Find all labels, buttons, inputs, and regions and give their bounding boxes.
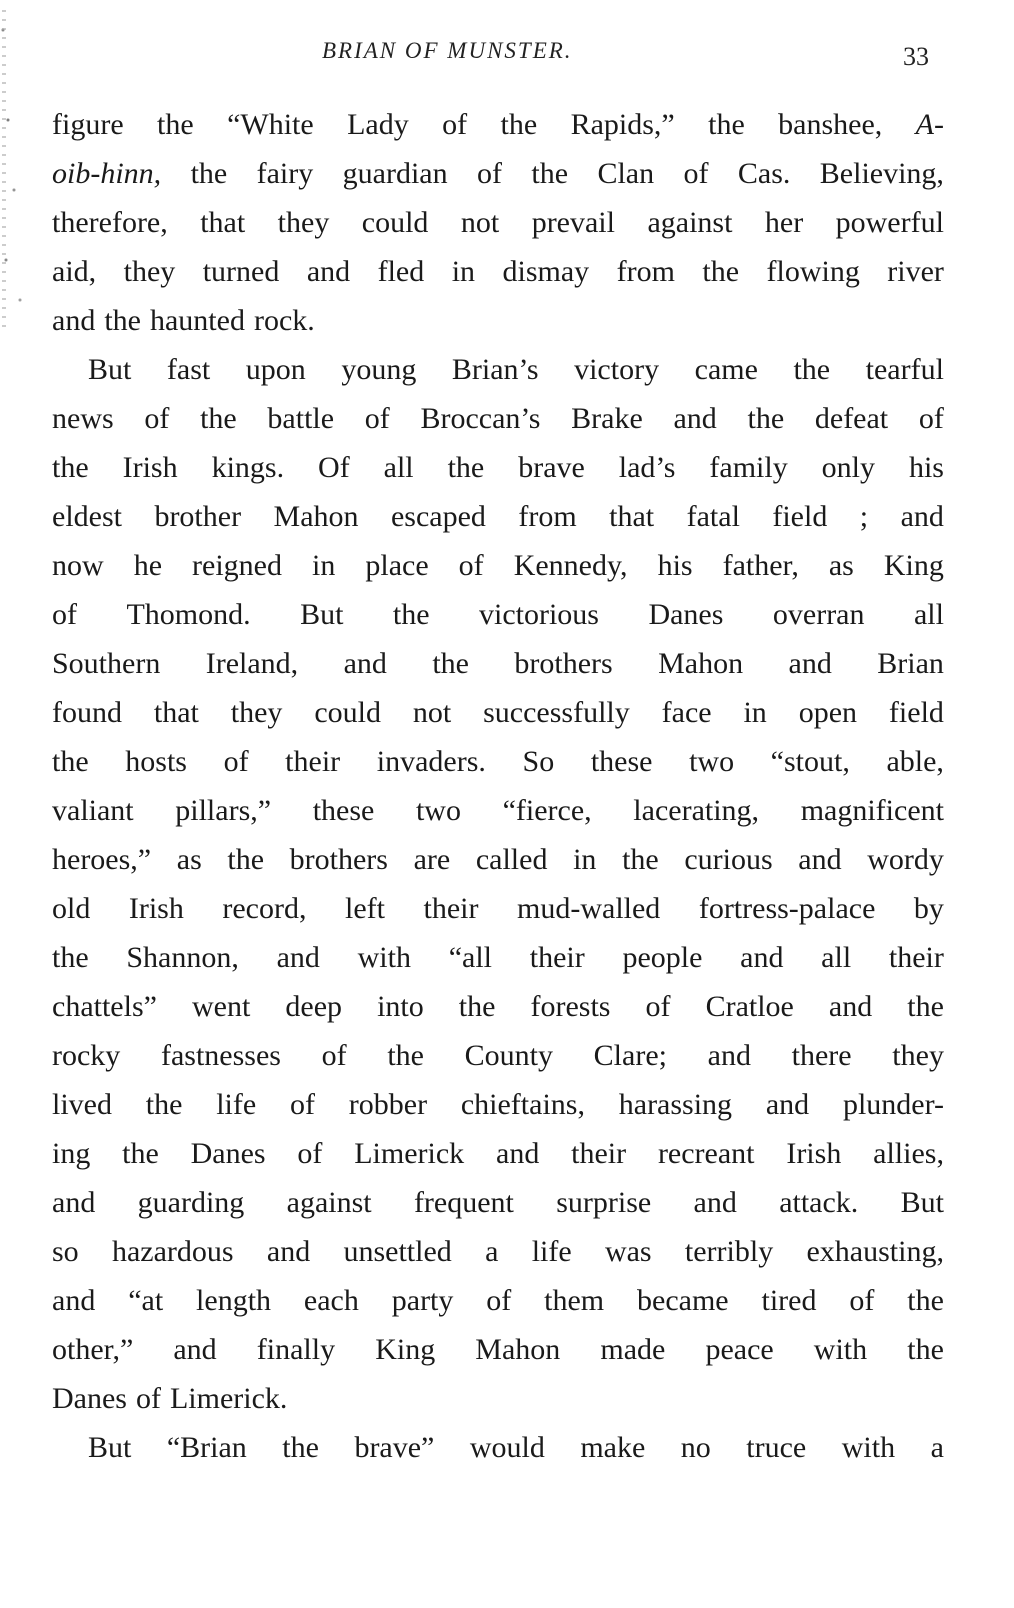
text-line: the Shannon, and with “all their people and all their — [52, 941, 944, 974]
running-title: BRIAN OF MUNSTER. — [322, 38, 573, 63]
text-line: ing the Danes of Limerick and their recreant Irish allies, — [52, 1137, 944, 1170]
page-number: 33 — [903, 42, 929, 71]
text-line: Southern Ireland, and the brothers Mahon and Brian — [52, 647, 944, 680]
text-line: Danes of Limerick. — [52, 1382, 288, 1415]
text-line: aid, they turned and fled in dismay from the flowing river — [52, 255, 944, 288]
text-line: valiant pillars,” these two “fierce, lacerating, magnificent — [52, 794, 944, 827]
text-line: therefore, that they could not prevail against her powerful — [52, 206, 944, 239]
text-line: chattels” went deep into the forests of Cratloe and the — [52, 990, 944, 1023]
text-line: oib-hinn, the fairy guardian of the Clan of Cas. Believing, — [52, 157, 944, 190]
text-line: other,” and finally King Mahon made peace with the — [52, 1333, 944, 1366]
text-line: the Irish kings. Of all the brave lad’s family only his — [52, 451, 944, 484]
text-line: now he reigned in place of Kennedy, his father, as King — [52, 549, 944, 582]
text-line: But “Brian the brave” would make no truce with a — [88, 1431, 944, 1464]
text-line: lived the life of robber chieftains, harassing and plunder- — [52, 1088, 944, 1121]
text-line: and the haunted rock. — [52, 304, 315, 337]
text-line: and “at length each party of them became tired of the — [52, 1284, 944, 1317]
text-line: and guarding against frequent surprise and attack. But — [52, 1186, 944, 1219]
running-header — [0, 38, 1014, 78]
text-line: news of the battle of Broccan’s Brake and the defeat of — [52, 402, 944, 435]
text-line: old Irish record, left their mud-walled fortress-palace by — [52, 892, 944, 925]
text-line: so hazardous and unsettled a life was terribly exhausting, — [52, 1235, 944, 1268]
body-text — [52, 100, 944, 1472]
text-line: figure the “White Lady of the Rapids,” the banshee, A- — [52, 108, 944, 141]
text-line: rocky fastnesses of the County Clare; and there they — [52, 1039, 944, 1072]
text-line: heroes,” as the brothers are called in the curious and wordy — [52, 843, 944, 876]
text-line: the hosts of their invaders. So these two “stout, able, — [52, 745, 944, 778]
text-line: found that they could not successfully face in open field — [52, 696, 944, 729]
text-line: eldest brother Mahon escaped from that fatal field ; and — [52, 500, 944, 533]
text-line: But fast upon young Brian’s victory came the tearful — [88, 353, 944, 386]
text-line: of Thomond. But the victorious Danes overran all — [52, 598, 944, 631]
